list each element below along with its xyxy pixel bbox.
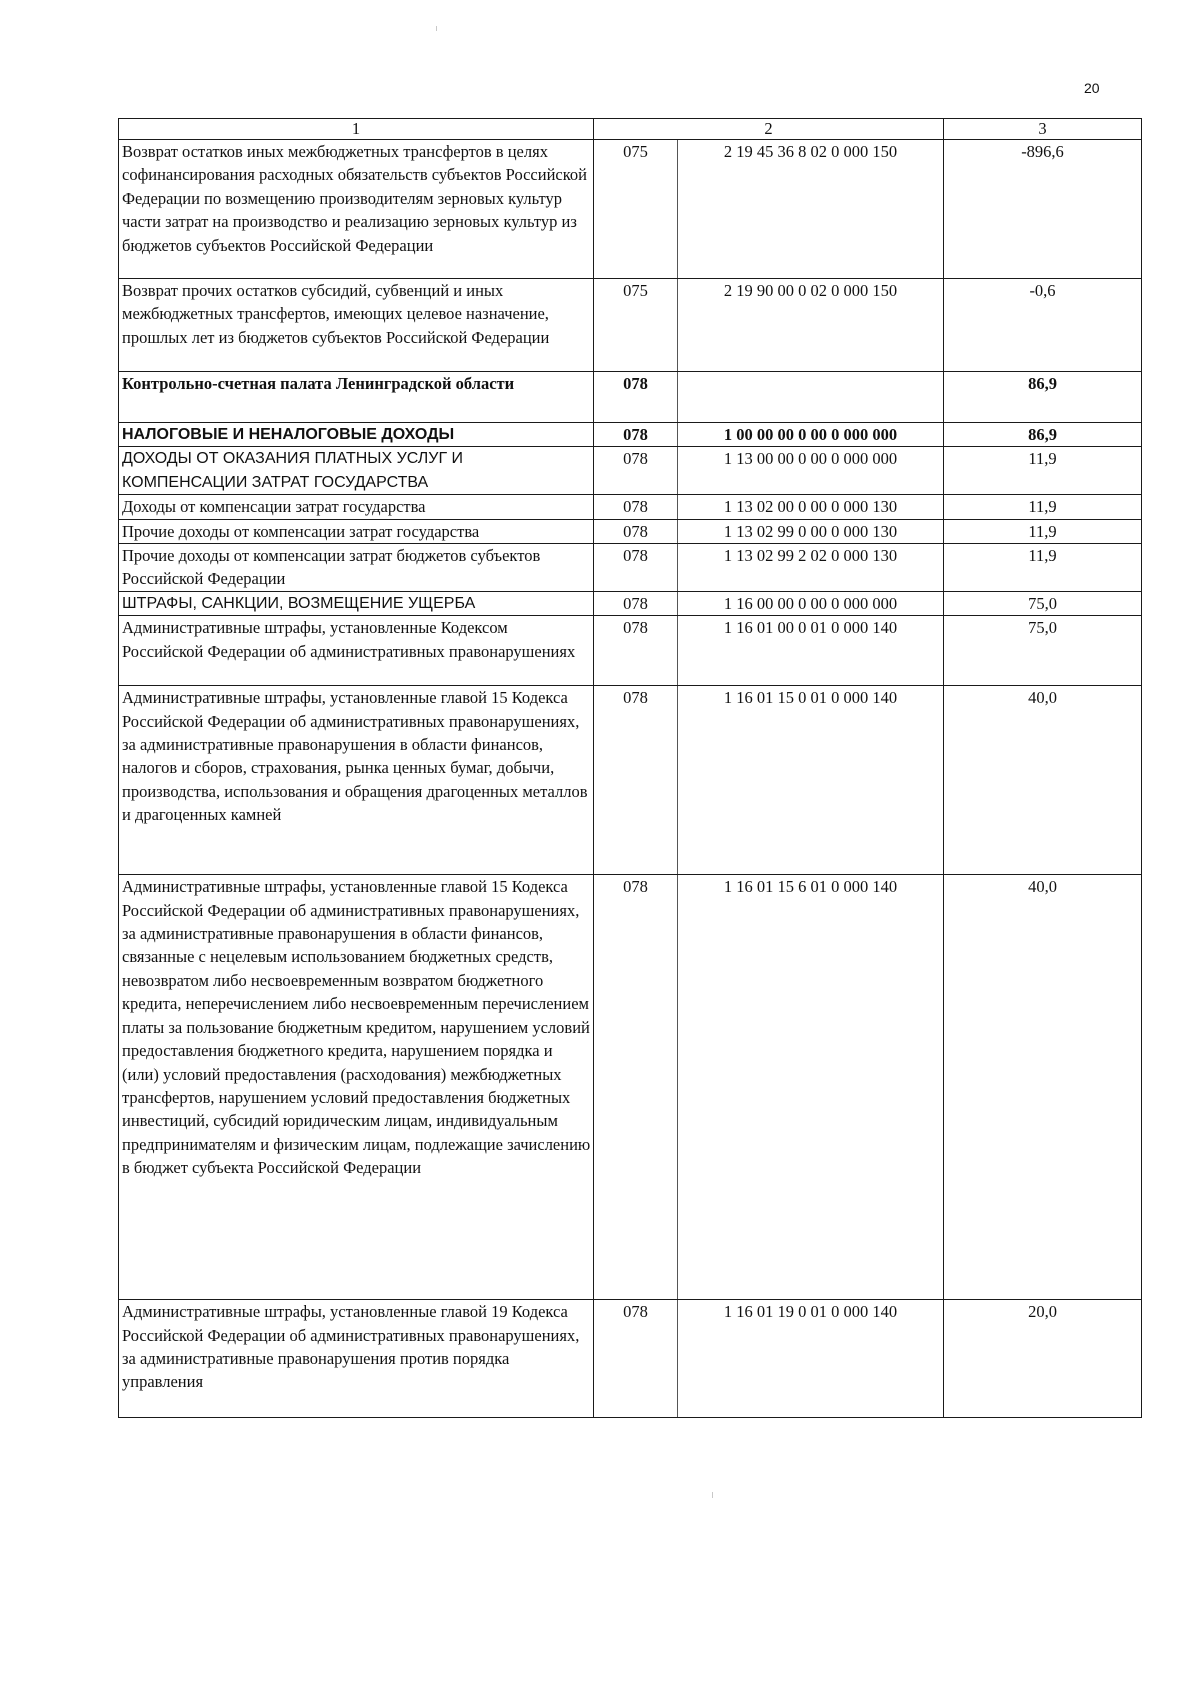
row-budget-code: 2 19 90 00 0 02 0 000 150 [678,279,944,372]
row-admin-code: 075 [594,140,678,279]
row-budget-code: 1 16 00 00 0 00 0 000 000 [678,591,944,615]
header-col-2: 2 [594,119,944,140]
table-row [119,372,1142,423]
row-name: Прочие доходы от компенсации затрат бюджетов субъектов Российской Федерации [119,544,594,592]
row-amount: 40,0 [944,875,1142,1300]
table-row [119,686,1142,875]
row-name: ДОХОДЫ ОТ ОКАЗАНИЯ ПЛАТНЫХ УСЛУГ И КОМПЕНСАЦИИ ЗАТРАТ ГОСУДАРСТВА [119,447,594,495]
row-amount: 86,9 [944,372,1142,423]
table-row [119,279,1142,372]
row-amount: 86,9 [944,423,1142,447]
scan-mark-bottom [712,1492,713,1498]
row-amount: 20,0 [944,1300,1142,1418]
row-budget-code: 2 19 45 36 8 02 0 000 150 [678,140,944,279]
row-budget-code: 1 13 02 00 0 00 0 000 130 [678,495,944,519]
row-budget-code: 1 16 01 15 6 01 0 000 140 [678,875,944,1300]
row-name: НАЛОГОВЫЕ И НЕНАЛОГОВЫЕ ДОХОДЫ [119,423,594,447]
table-row [119,447,1142,495]
row-amount: 40,0 [944,686,1142,875]
row-name: Возврат остатков иных межбюджетных трансфертов в целях софинансирования расходных обязательств субъектов Российской Федерации по возмещению производителям зерновых культур части затрат на производство и реализацию зерновых культур из бюджетов субъектов Российской Федерации [119,140,594,279]
page-number: 20 [1084,80,1100,96]
row-budget-code: 1 16 01 19 0 01 0 000 140 [678,1300,944,1418]
row-admin-code: 078 [594,544,678,592]
row-amount: -896,6 [944,140,1142,279]
row-name: Административные штрафы, установленные главой 15 Кодекса Российской Федерации об административных правонарушениях, за административные правонарушения в области финансов, связанные с нецелевым использованием бюджетных средств, невозвратом либо несвоевременным возвратом бюджетного кредита, неперечислением либо несвоевременным перечислением платы за пользование бюджетным кредитом, нарушением условий предоставления бюджетного кредита, нарушением порядка и (или) условий предоставления (расходования) межбюджетных трансфертов, нарушением условий предоставления бюджетных инвестиций, субсидий юридическим лицам, индивидуальным предпринимателям и физическим лицам, подлежащие зачислению в бюджет субъекта Российской Федерации [119,875,594,1300]
row-name: Административные штрафы, установленные Кодексом Российской Федерации об административных правонарушениях [119,616,594,686]
row-name: Контрольно-счетная палата Ленинградской области [119,372,594,423]
row-name: Административные штрафы, установленные главой 15 Кодекса Российской Федерации об административных правонарушениях, за административные правонарушения в области финансов, налогов и сборов, страхования, рынка ценных бумаг, добычи, производства, использования и обращения драгоценных металлов и драгоценных камней [119,686,594,875]
row-amount: 11,9 [944,519,1142,543]
header-row [119,119,1142,140]
row-name: Прочие доходы от компенсации затрат государства [119,519,594,543]
table-row [119,591,1142,615]
row-admin-code: 078 [594,875,678,1300]
row-admin-code: 078 [594,495,678,519]
table-row [119,519,1142,543]
header-col-1: 1 [119,119,594,140]
row-admin-code: 075 [594,279,678,372]
row-name: Административные штрафы, установленные главой 19 Кодекса Российской Федерации об административных правонарушениях, за административные правонарушения против порядка управления [119,1300,594,1418]
row-admin-code: 078 [594,1300,678,1418]
table-row [119,140,1142,279]
row-admin-code: 078 [594,372,678,423]
table-row [119,875,1142,1300]
scan-mark-top [436,26,437,31]
table-row [119,544,1142,592]
row-admin-code: 078 [594,519,678,543]
table-row [119,616,1142,686]
table-row [119,423,1142,447]
row-amount: -0,6 [944,279,1142,372]
row-admin-code: 078 [594,686,678,875]
row-budget-code: 1 16 01 15 0 01 0 000 140 [678,686,944,875]
row-amount: 11,9 [944,495,1142,519]
revenue-table [118,118,1142,1418]
row-name: ШТРАФЫ, САНКЦИИ, ВОЗМЕЩЕНИЕ УЩЕРБА [119,591,594,615]
table-row [119,495,1142,519]
row-amount: 75,0 [944,616,1142,686]
row-admin-code: 078 [594,616,678,686]
table-row [119,1300,1142,1418]
row-amount: 11,9 [944,544,1142,592]
row-name: Доходы от компенсации затрат государства [119,495,594,519]
row-budget-code: 1 13 02 99 2 02 0 000 130 [678,544,944,592]
row-amount: 11,9 [944,447,1142,495]
row-budget-code: 1 00 00 00 0 00 0 000 000 [678,423,944,447]
row-amount: 75,0 [944,591,1142,615]
header-col-3: 3 [944,119,1142,140]
row-name: Возврат прочих остатков субсидий, субвенций и иных межбюджетных трансфертов, имеющих целевое назначение, прошлых лет из бюджетов субъектов Российской Федерации [119,279,594,372]
row-admin-code: 078 [594,447,678,495]
row-budget-code: 1 13 00 00 0 00 0 000 000 [678,447,944,495]
row-admin-code: 078 [594,591,678,615]
row-budget-code: 1 13 02 99 0 00 0 000 130 [678,519,944,543]
row-admin-code: 078 [594,423,678,447]
row-budget-code: 1 16 01 00 0 01 0 000 140 [678,616,944,686]
row-budget-code [678,372,944,423]
